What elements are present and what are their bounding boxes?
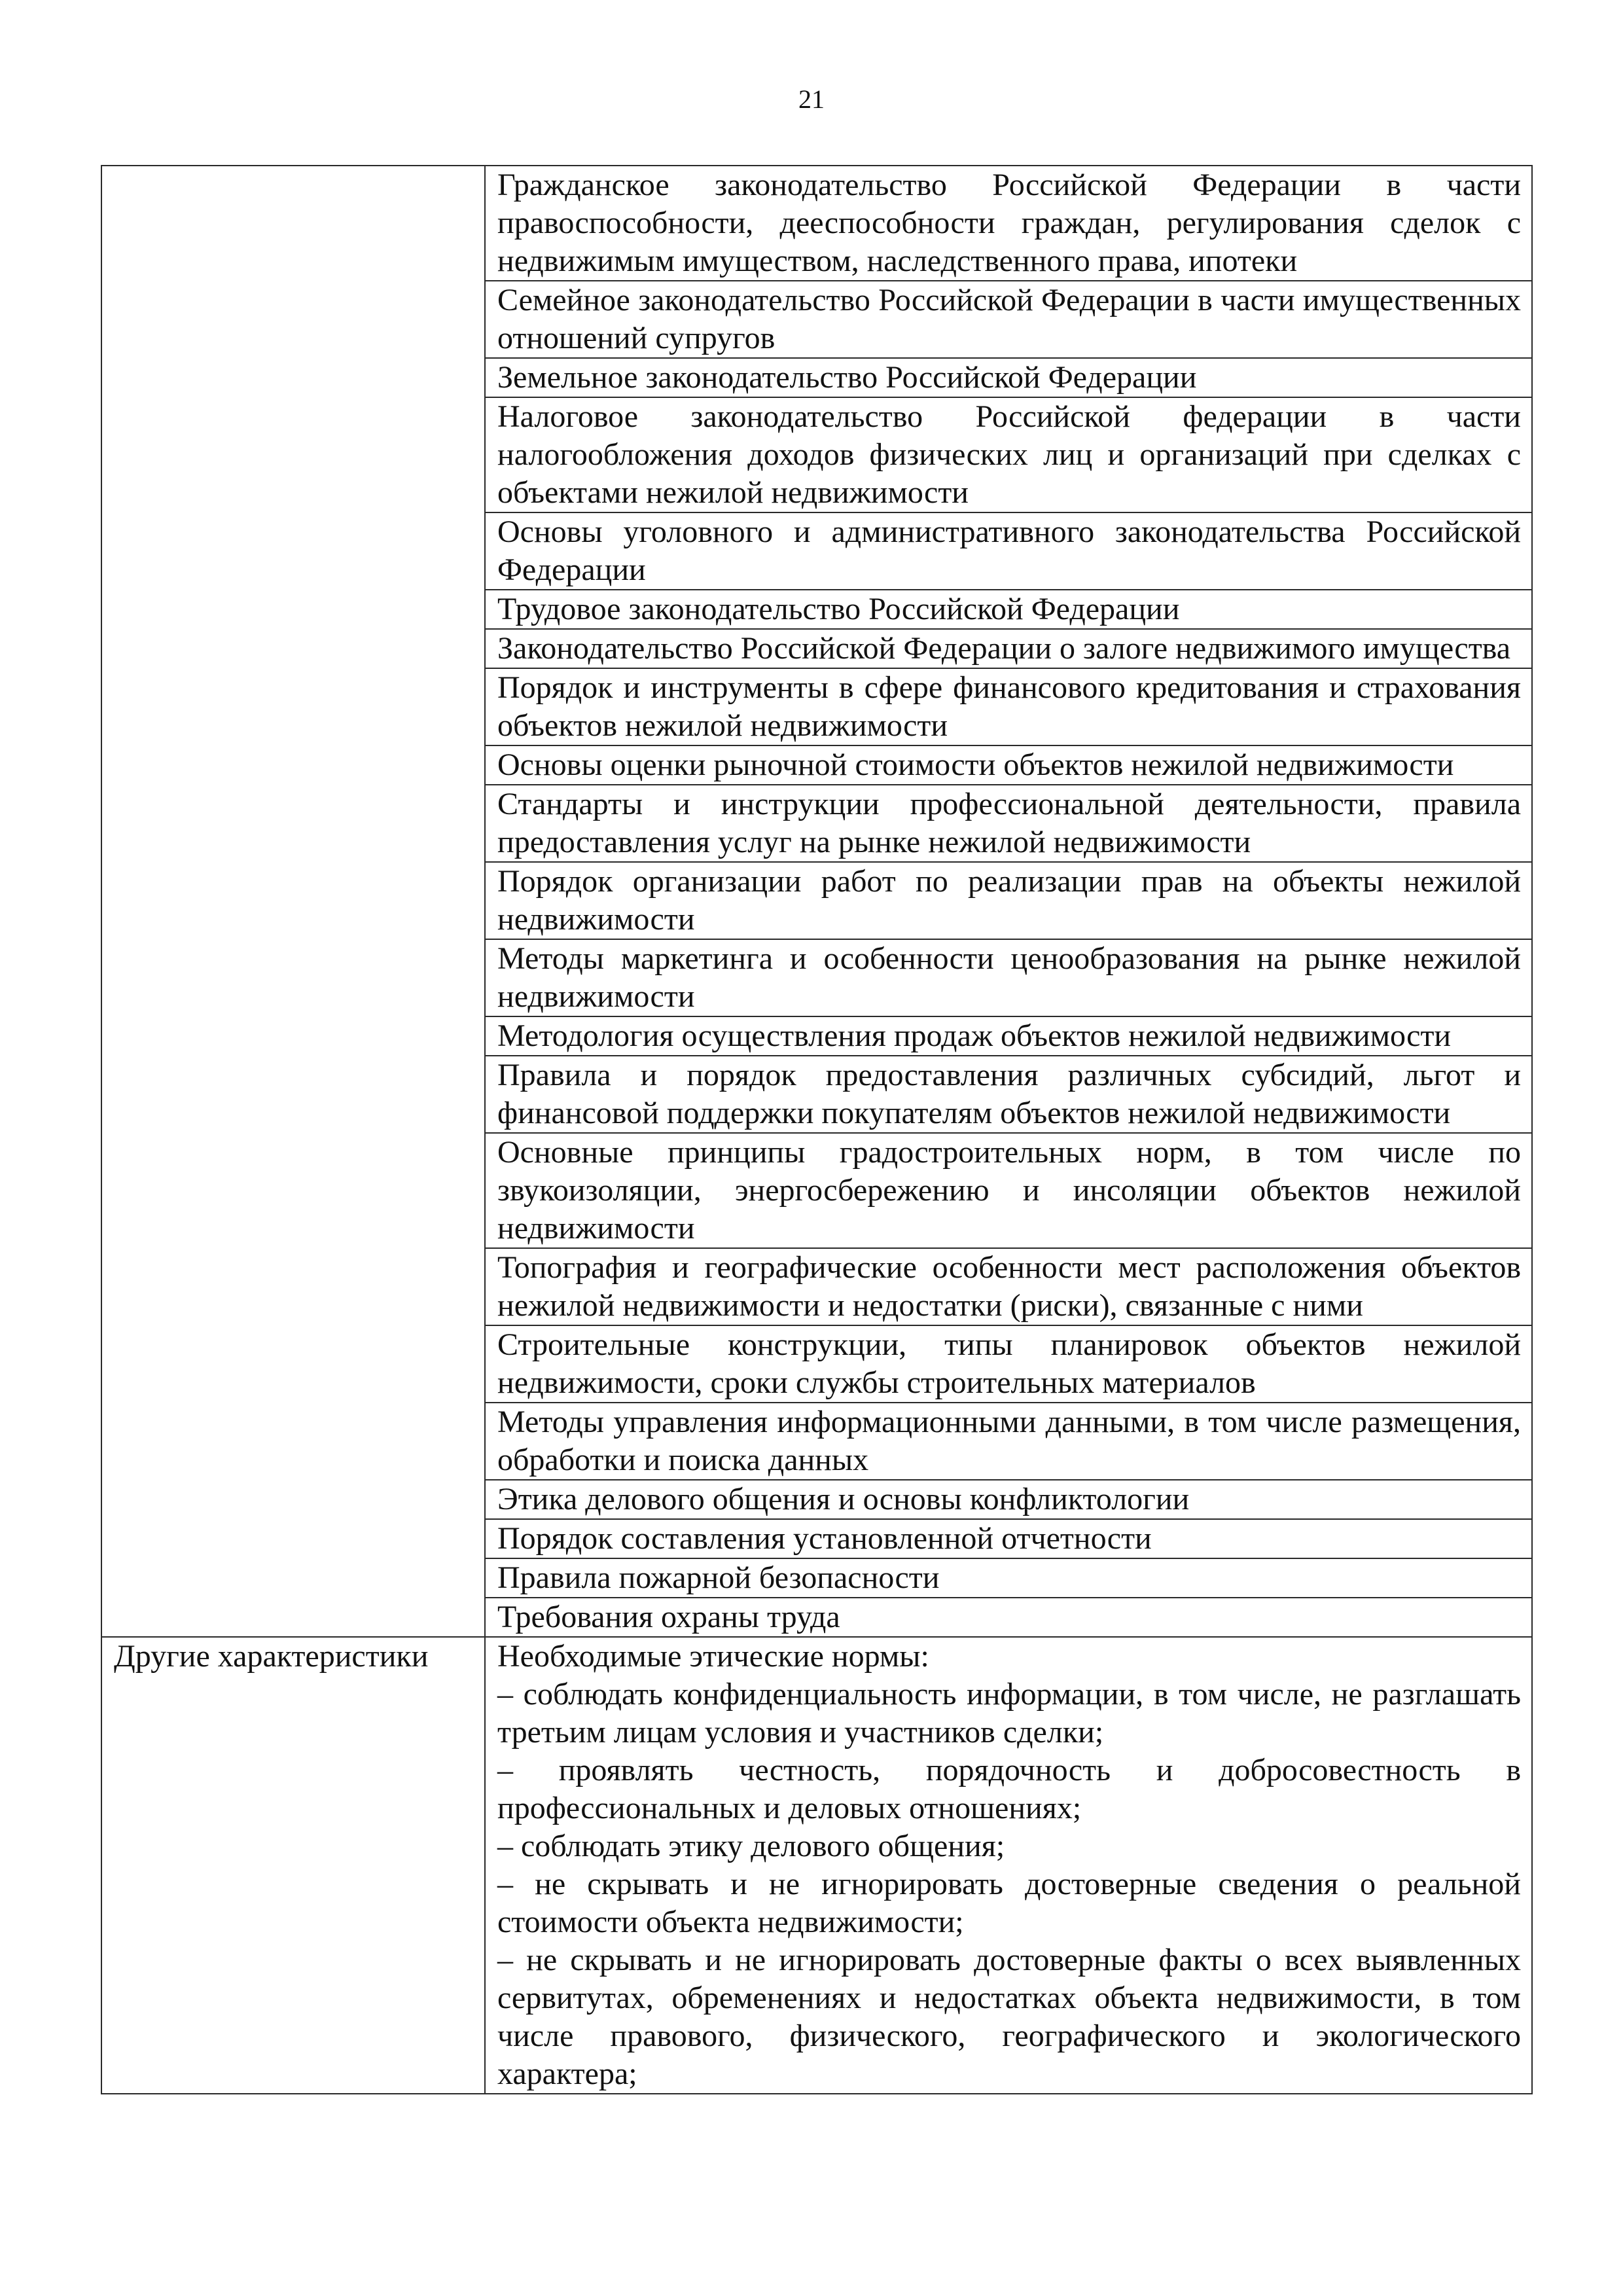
knowledge-item: Методы управления информационными данными, в том числе размещения, обработки и поиска данных	[485, 1403, 1532, 1480]
knowledge-item: Основные принципы градостроительных норм, в том числе по звукоизоляции, энергосбережению и инсоляции объектов нежилой недвижимости	[485, 1133, 1532, 1248]
knowledge-item: Методология осуществления продаж объектов нежилой недвижимости	[485, 1016, 1532, 1056]
knowledge-item: Требования охраны труда	[485, 1598, 1532, 1637]
other-characteristics-label: Другие характеристики	[101, 1637, 485, 2094]
knowledge-item: Правила пожарной безопасности	[485, 1558, 1532, 1598]
other-characteristics-content	[485, 1637, 1532, 2094]
ethics-item: – не скрывать и не игнорировать достоверные сведения о реальной стоимости объекта недвижимости;	[497, 1867, 1521, 1939]
table-row-other	[101, 1637, 1532, 2094]
table-row	[101, 166, 1532, 281]
ethics-heading: Необходимые этические нормы:	[497, 1639, 929, 1674]
knowledge-item: Семейное законодательство Российской Федерации в части имущественных отношений супругов	[485, 281, 1532, 358]
knowledge-table	[101, 165, 1533, 2094]
knowledge-item: Земельное законодательство Российской Федерации	[485, 358, 1532, 397]
page-number: 21	[798, 84, 825, 114]
ethics-item: – соблюдать этику делового общения;	[497, 1829, 1005, 1863]
ethics-item: – не скрывать и не игнорировать достоверные факты о всех выявленных сервитутах, обременениях и недостатках объекта недвижимости, в том числе правового, физического, географического и экологического характера;	[497, 1943, 1521, 2091]
ethics-item: – соблюдать конфиденциальность информации, в том числе, не разглашать третьим лицам условия и участников сделки;	[497, 1677, 1521, 1749]
knowledge-item: Гражданское законодательство Российской Федерации в части правоспособности, дееспособности граждан, регулирования сделок с недвижимым имуществом, наследственного права, ипотеки	[485, 166, 1532, 281]
knowledge-item: Строительные конструкции, типы планировок объектов нежилой недвижимости, сроки службы строительных материалов	[485, 1325, 1532, 1403]
knowledge-item: Порядок и инструменты в сфере финансового кредитования и страхования объектов нежилой недвижимости	[485, 668, 1532, 745]
knowledge-item: Порядок организации работ по реализации прав на объекты нежилой недвижимости	[485, 862, 1532, 939]
knowledge-item: Правила и порядок предоставления различных субсидий, льгот и финансовой поддержки покупателям объектов нежилой недвижимости	[485, 1056, 1532, 1133]
knowledge-item: Топография и географические особенности мест расположения объектов нежилой недвижимости и недостатки (риски), связанные с ними	[485, 1248, 1532, 1325]
knowledge-item: Стандарты и инструкции профессиональной деятельности, правила предоставления услуг на рынке нежилой недвижимости	[485, 785, 1532, 862]
section-label-cell-empty	[101, 166, 485, 1637]
knowledge-item: Основы оценки рыночной стоимости объектов нежилой недвижимости	[485, 745, 1532, 785]
knowledge-item: Порядок составления установленной отчетности	[485, 1519, 1532, 1558]
knowledge-item: Этика делового общения и основы конфликтологии	[485, 1480, 1532, 1519]
knowledge-item: Налоговое законодательство Российской федерации в части налогообложения доходов физических лиц и организаций при сделках с объектами нежилой недвижимости	[485, 397, 1532, 512]
ethics-item: – проявлять честность, порядочность и добросовестность в профессиональных и деловых отношениях;	[497, 1753, 1521, 1825]
knowledge-item: Трудовое законодательство Российской Федерации	[485, 590, 1532, 629]
knowledge-item: Основы уголовного и административного законодательства Российской Федерации	[485, 512, 1532, 590]
knowledge-item: Методы маркетинга и особенности ценообразования на рынке нежилой недвижимости	[485, 939, 1532, 1016]
knowledge-item: Законодательство Российской Федерации о залоге недвижимого имущества	[485, 629, 1532, 668]
